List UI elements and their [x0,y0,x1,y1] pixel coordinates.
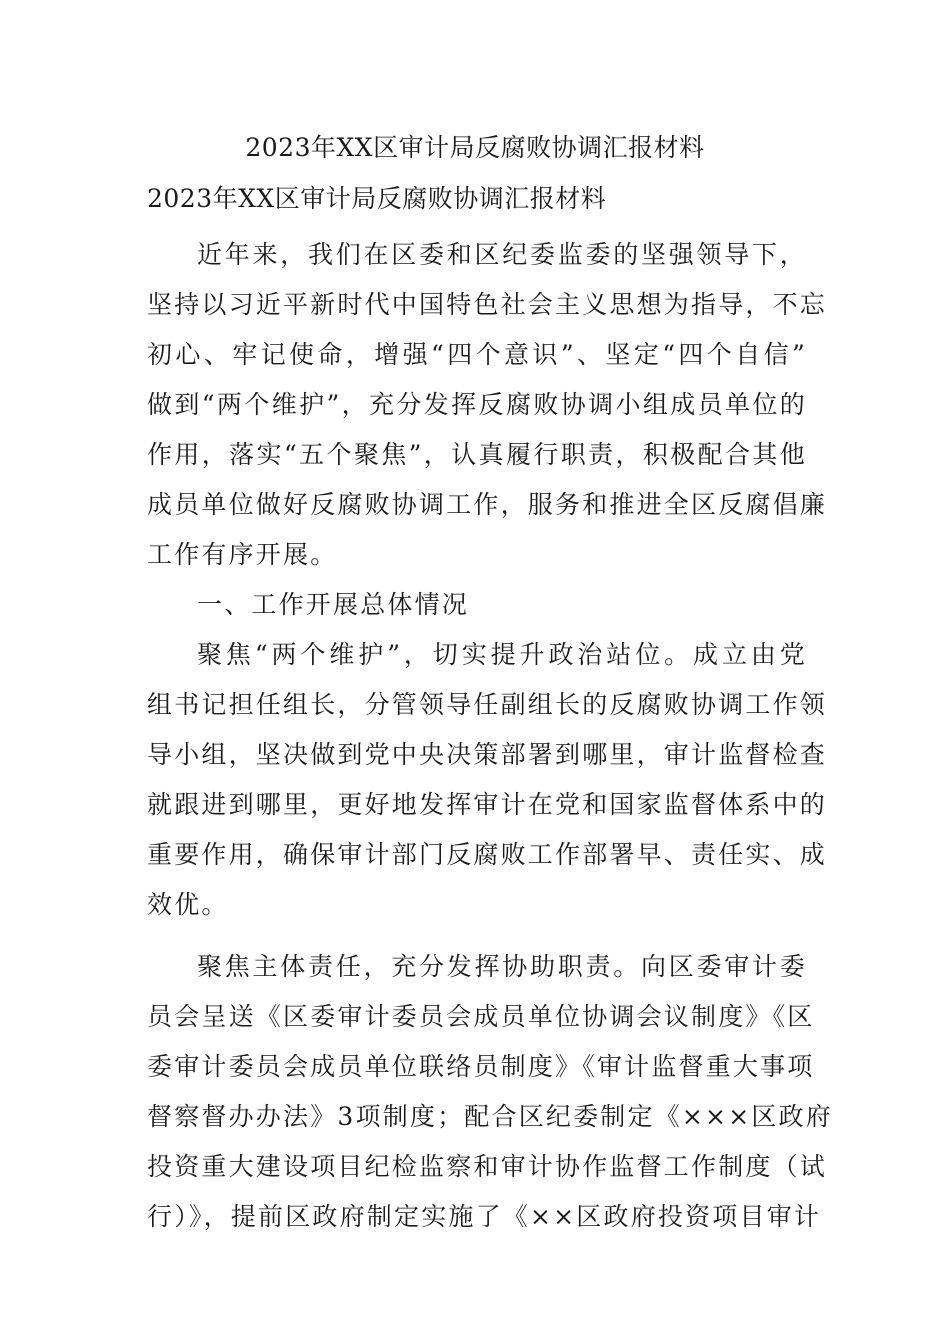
paragraph-line: 初心、牢记使命，增强“四个意识”、坚定“四个自信” [147,340,807,369]
paragraph-line: 委审计委员会成员单位联络员制度》《审计监督重大事项 [147,1052,815,1081]
paragraph-line: 聚焦“两个维护”，切实提升政治站位。成立由党 [197,640,807,669]
document-body [147,230,833,1242]
paragraph-line: 重要作用，确保审计部门反腐败工作部署早、责任实、成 [147,840,828,869]
paragraph-line: 行）》，提前区政府制定实施了《××区政府投资项目审计 [147,1202,822,1231]
paragraph-focus-responsibility [147,942,833,1242]
paragraph-line: 坚持以习近平新时代中国特色社会主义思想为指导，不忘 [147,290,828,319]
paragraph-intro [147,230,828,580]
paragraph-line: 工作有序开展。 [147,540,338,569]
paragraph-line: 做到“两个维护”，充分发挥反腐败协调小组成员单位的 [147,390,807,419]
section-heading [147,580,807,630]
document-title: 2023年XX区审计局反腐败协调汇报材料 [245,133,705,162]
paragraph-line: 作用，落实“五个聚焦”，认真履行职责，积极配合其他 [147,440,807,469]
section-heading-text: 一、工作开展总体情况 [197,590,470,619]
paragraph-line: 组书记担任组长，分管领导任副组长的反腐败协调工作领 [147,690,828,719]
paragraph-focus-loyalty [147,630,828,930]
paragraph-line: 近年来，我们在区委和区纪委监委的坚强领导下， [197,240,807,269]
paragraph-line: 聚焦主体责任，充分发挥协助职责。向区委审计委 [197,952,807,981]
paragraph-line: 督察督办办法》3项制度；配合区纪委制定《×××区政府 [147,1102,833,1131]
paragraph-line: 效优。 [147,890,229,919]
paragraph-line: 就跟进到哪里，更好地发挥审计在党和国家监督体系中的 [147,790,828,819]
document-subtitle: 2023年XX区审计局反腐败协调汇报材料 [147,184,607,213]
paragraph-line: 员会呈送《区委审计委员会成员单位协调会议制度》《区 [147,1002,815,1031]
paragraph-line: 成员单位做好反腐败协调工作，服务和推进全区反腐倡廉 [147,490,828,519]
paragraph-line: 导小组，坚决做到党中央决策部署到哪里，审计监督检查 [147,740,828,769]
paragraph-line: 投资重大建设项目纪检监察和审计协作监督工作制度（试 [147,1152,828,1181]
